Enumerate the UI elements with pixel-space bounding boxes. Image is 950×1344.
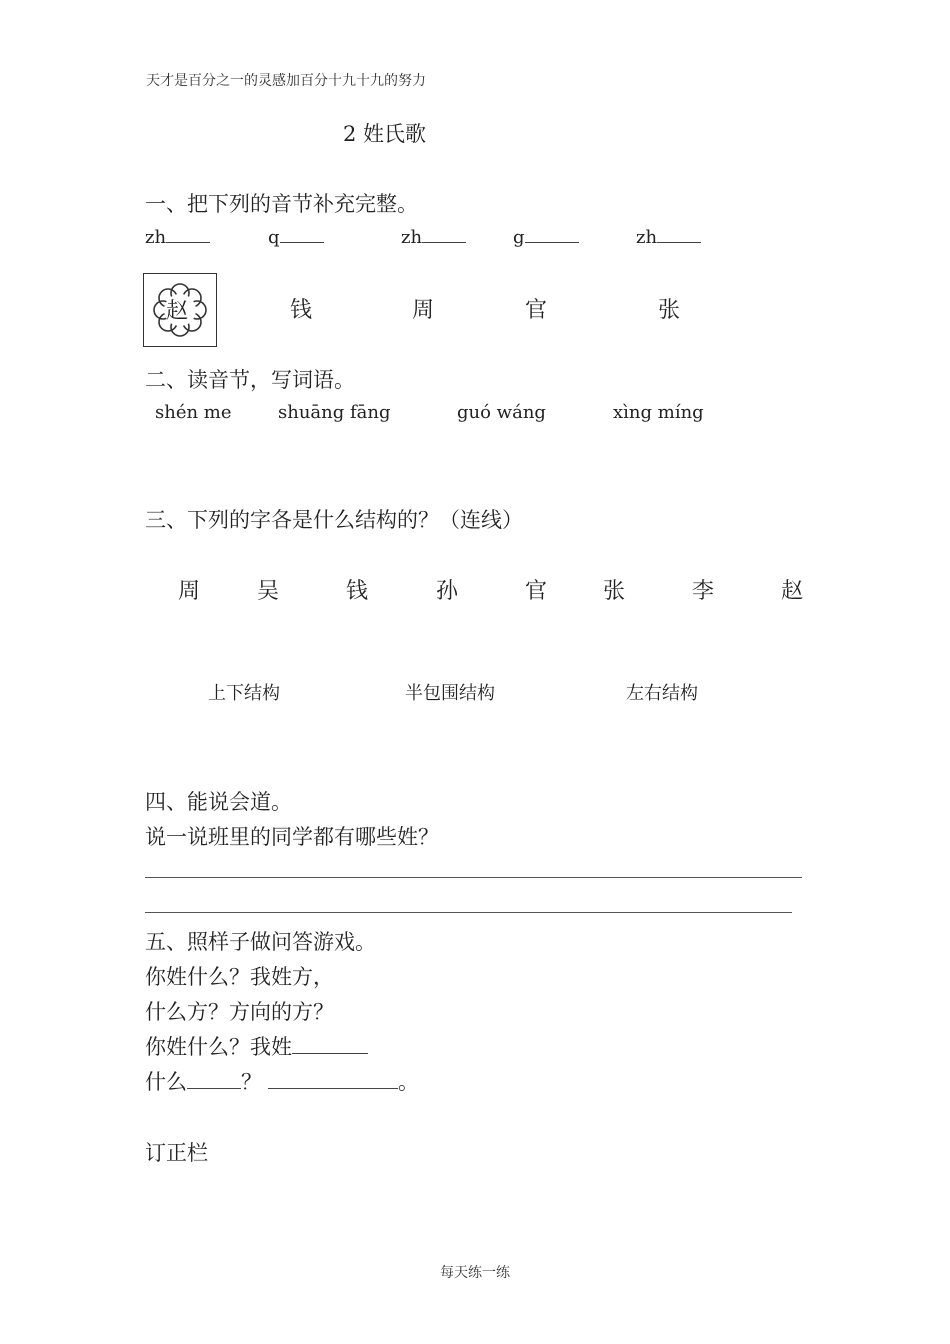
section4-question: 说一说班里的同学都有哪些姓？ — [145, 825, 439, 849]
surname-char: 张 — [658, 298, 681, 323]
section5-heading: 五、照样子做问答游戏。 — [145, 930, 376, 954]
syllable-item[interactable] — [145, 227, 210, 248]
section3-heading: 三、下列的字各是什么结构的？（连线） — [145, 508, 523, 532]
blank-line — [166, 242, 210, 243]
surname-blank[interactable] — [187, 1088, 241, 1089]
example-line-2: 什么方？方向的方？ — [145, 1000, 334, 1024]
period-mark: 。 — [398, 1070, 419, 1094]
footer-text: 每天练一练 — [440, 1265, 510, 1281]
pinyin-word: shuāng fāng — [278, 402, 391, 423]
syllable-item[interactable] — [513, 227, 579, 248]
section1-heading: 一、把下列的音节补充完整。 — [145, 192, 418, 216]
surname-blank[interactable] — [292, 1053, 368, 1054]
syllable-prefix: zh — [636, 227, 658, 248]
correction-label: 订正栏 — [145, 1141, 208, 1165]
surname-char: 官 — [525, 298, 548, 323]
blank-line — [422, 242, 466, 243]
structure-char[interactable]: 孙 — [436, 579, 459, 604]
page-title: 2 姓氏歌 — [343, 122, 427, 146]
syllable-prefix: zh — [401, 227, 423, 248]
practice-line-3 — [145, 1031, 368, 1061]
answer-line[interactable] — [145, 877, 802, 878]
blank-line — [525, 242, 579, 243]
answer-blank[interactable] — [268, 1088, 398, 1089]
section2-heading: 二、读音节，写词语。 — [145, 368, 355, 392]
syllable-item[interactable] — [268, 227, 324, 248]
structure-type[interactable]: 上下结构 — [208, 683, 280, 704]
box-char: 赵 — [166, 299, 189, 324]
syllable-prefix: zh — [145, 227, 167, 248]
answer-line[interactable] — [145, 912, 792, 913]
structure-char[interactable]: 张 — [603, 579, 626, 604]
pinyin-word: xìng míng — [613, 402, 704, 423]
blank-line — [280, 242, 324, 243]
syllable-prefix: q — [268, 227, 280, 248]
structure-char[interactable]: 吴 — [257, 579, 280, 604]
example-line-1: 你姓什么？我姓方， — [145, 965, 334, 989]
section4-heading: 四、能说会道。 — [145, 790, 292, 814]
structure-char[interactable]: 赵 — [781, 579, 804, 604]
practice-line-3-text: 你姓什么？我姓 — [145, 1035, 292, 1059]
structure-type[interactable]: 左右结构 — [626, 683, 698, 704]
structure-char[interactable]: 李 — [692, 579, 715, 604]
practice-line-4-text: 什么 — [145, 1070, 187, 1094]
structure-type[interactable]: 半包围结构 — [405, 683, 495, 704]
pinyin-word: guó wáng — [457, 402, 546, 423]
syllable-item[interactable] — [636, 227, 701, 248]
header-motto: 天才是百分之一的灵感加百分十九十九的努力 — [146, 73, 426, 89]
structure-char[interactable]: 官 — [525, 579, 548, 604]
blank-line — [657, 242, 701, 243]
surname-char: 周 — [412, 298, 435, 323]
practice-line-4 — [145, 1066, 419, 1096]
question-mark: ？ — [241, 1070, 262, 1094]
syllable-item[interactable] — [401, 227, 466, 248]
pinyin-word: shén me — [155, 402, 232, 423]
structure-char[interactable]: 周 — [178, 579, 201, 604]
structure-char[interactable]: 钱 — [346, 579, 369, 604]
syllable-prefix: g — [513, 227, 525, 248]
flower-box — [143, 273, 217, 347]
surname-char: 钱 — [290, 298, 313, 323]
